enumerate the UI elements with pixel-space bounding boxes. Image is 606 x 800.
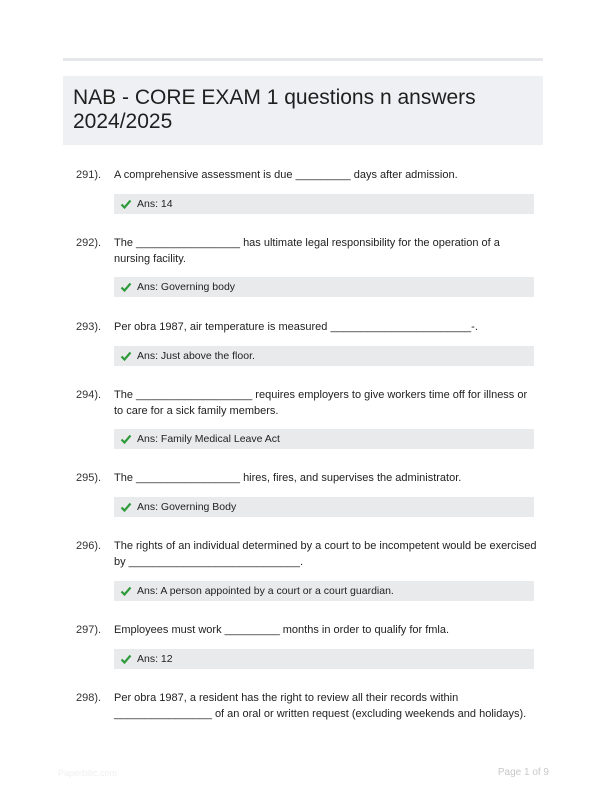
question-number: 296). [76, 540, 102, 552]
answer-box [114, 277, 534, 297]
question-text: Per obra 1987, a resident has the right to review all their records within ________________ of an oral or written request (excluding weekends and holidays). [114, 692, 527, 720]
footer-watermark: Paperbliic.com [58, 768, 118, 778]
answer-text: Ans: 12 [137, 653, 173, 665]
question-text: Per obra 1987, air temperature is measured _______________________-. [114, 321, 478, 333]
checkmark-icon [120, 653, 132, 665]
answer-box [114, 346, 534, 366]
question-text: Employees must work _________ months in order to qualify for fmla. [114, 624, 450, 636]
answer-box [114, 649, 534, 669]
answer-text: Ans: Family Medical Leave Act [137, 433, 280, 445]
page-indicator: Page 1 of 9 [497, 767, 549, 778]
question-text: The ___________________ requires employers to give workers time off for illness or to care for a sick family members. [114, 389, 528, 417]
answer-text: Ans: Governing Body [137, 501, 237, 513]
answer-text: Ans: A person appointed by a court or a court guardian. [137, 585, 394, 597]
header-rule [63, 58, 543, 61]
checkmark-icon [120, 501, 132, 513]
checkmark-icon [120, 198, 132, 210]
answer-box [114, 581, 534, 601]
page-title: NAB - CORE EXAM 1 questions n answers 2024/2025 [73, 86, 476, 133]
question-number: 291). [76, 169, 102, 181]
question-text: The rights of an individual determined by a court to be incompetent would be exercised by ____________________________. [114, 540, 537, 568]
checkmark-icon [120, 281, 132, 293]
question-number: 293). [76, 321, 102, 333]
answer-box [114, 194, 534, 214]
answer-text: Ans: Just above the floor. [137, 350, 255, 362]
question-number: 298). [76, 692, 102, 704]
question-number: 297). [76, 624, 102, 636]
checkmark-icon [120, 350, 132, 362]
question-number: 294). [76, 389, 102, 401]
checkmark-icon [120, 433, 132, 445]
title-banner [63, 76, 543, 145]
question-number: 292). [76, 237, 102, 249]
answer-text: Ans: 14 [137, 198, 173, 210]
question-text: The _________________ has ultimate legal responsibility for the operation of a nursing facility. [114, 237, 500, 265]
question-text: The _________________ hires, fires, and supervises the administrator. [114, 472, 462, 484]
question-text: A comprehensive assessment is due _________ days after admission. [114, 169, 458, 181]
answer-text: Ans: Governing body [137, 281, 236, 293]
answer-box [114, 429, 534, 449]
question-number: 295). [76, 472, 102, 484]
answer-box [114, 497, 534, 517]
checkmark-icon [120, 585, 132, 597]
